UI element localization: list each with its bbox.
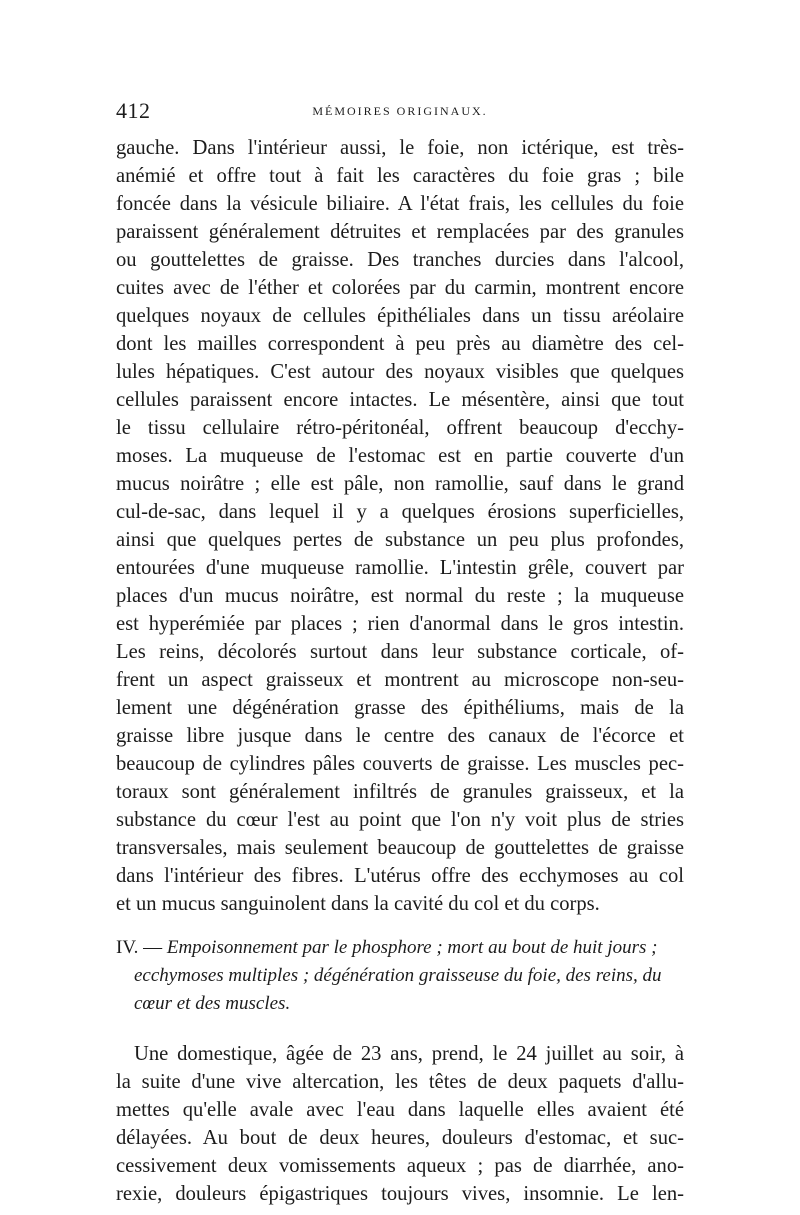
text-line: moses. La muqueuse de l'estomac est en partie couverte d'un — [116, 445, 684, 467]
section-title-line: Empoisonnement par le phosphore ; mort au bout de huit jours ; — [166, 937, 658, 958]
text-line: la suite d'une vive altercation, les têtes de deux paquets d'allu- — [116, 1071, 684, 1093]
text-line: ainsi que quelques pertes de substance un peu plus profondes, — [116, 529, 684, 551]
section-heading — [116, 934, 684, 962]
text-line: Une domestique, âgée de 23 ans, prend, le 24 juillet au soir, à — [134, 1043, 684, 1065]
page-header — [116, 98, 684, 128]
text-line: toraux sont généralement infiltrés de granules graisseux, et la — [116, 781, 684, 803]
text-line: anémié et offre tout à fait les caractères du foie gras ; bile — [116, 165, 684, 187]
text-line: graisse libre jusque dans le centre des canaux de l'écorce et — [116, 725, 684, 747]
text-line: paraissent généralement détruites et remplacées par des granules — [116, 221, 684, 243]
text-line: ou gouttelettes de graisse. Des tranches durcies dans l'alcool, — [116, 249, 684, 271]
section-title-line: ecchymoses multiples ; dégénération graisseuse du foie, des reins, du — [134, 965, 662, 986]
text-line: quelques noyaux de cellules épithéliales dans un tissu aréolaire — [116, 305, 684, 327]
text-line: lules hépatiques. C'est autour des noyaux visibles que quelques — [116, 361, 684, 383]
section-numeral: IV. — [116, 937, 139, 958]
text-line: dans l'intérieur des fibres. L'utérus offre des ecchymoses au col — [116, 865, 684, 887]
text-line: transversales, mais seulement beaucoup de gouttelettes de graisse — [116, 837, 684, 859]
text-line: et un mucus sanguinolent dans la cavité du col et du corps. — [116, 893, 600, 915]
text-line: foncée dans la vésicule biliaire. A l'état frais, les cellules du foie — [116, 193, 684, 215]
text-line: substance du cœur l'est au point que l'on n'y voit plus de stries — [116, 809, 684, 831]
text-line: dont les mailles correspondent à peu près au diamètre des cel- — [116, 333, 684, 355]
text-line: gauche. Dans l'intérieur aussi, le foie, non ictérique, est très- — [116, 137, 684, 159]
text-line: cessivement deux vomissements aqueux ; pas de diarrhée, ano- — [116, 1155, 684, 1177]
text-line: mettes qu'elle avale avec l'eau dans laquelle elles avaient été — [116, 1099, 684, 1121]
text-line: lement une dégénération grasse des épithéliums, mais de la — [116, 697, 684, 719]
text-line: délayées. Au bout de deux heures, douleurs d'estomac, et suc- — [116, 1127, 684, 1149]
text-line: places d'un mucus noirâtre, est normal du reste ; la muqueuse — [116, 585, 684, 607]
running-head: MÉMOIRES ORIGINAUX. — [312, 104, 488, 118]
text-line: est hyperémiée par places ; rien d'anormal dans le gros intestin. — [116, 613, 684, 635]
text-line: rexie, douleurs épigastriques toujours vives, insomnie. Le len- — [116, 1183, 684, 1205]
text-line: beaucoup de cylindres pâles couverts de graisse. Les muscles pec- — [116, 753, 684, 775]
section-dash: — — [143, 937, 163, 958]
text-line: cellules paraissent encore intactes. Le mésentère, ainsi que tout — [116, 389, 684, 411]
page-number: 412 — [116, 98, 151, 123]
text-line: frent un aspect graisseux et montrent au microscope non-seu- — [116, 669, 684, 691]
text-line: Les reins, décolorés surtout dans leur substance corticale, of- — [116, 641, 684, 663]
text-line: cul-de-sac, dans lequel il y a quelques érosions superficielles, — [116, 501, 684, 523]
text-line: entourées d'une muqueuse ramollie. L'intestin grêle, couvert par — [116, 557, 684, 579]
text-line: mucus noirâtre ; elle est pâle, non ramollie, sauf dans le grand — [116, 473, 684, 495]
text-line: cuites avec de l'éther et colorées par du carmin, montrent encore — [116, 277, 684, 299]
section-title-line: cœur et des muscles. — [134, 993, 291, 1014]
text-line: le tissu cellulaire rétro-péritonéal, offrent beaucoup d'ecchy- — [116, 417, 684, 439]
